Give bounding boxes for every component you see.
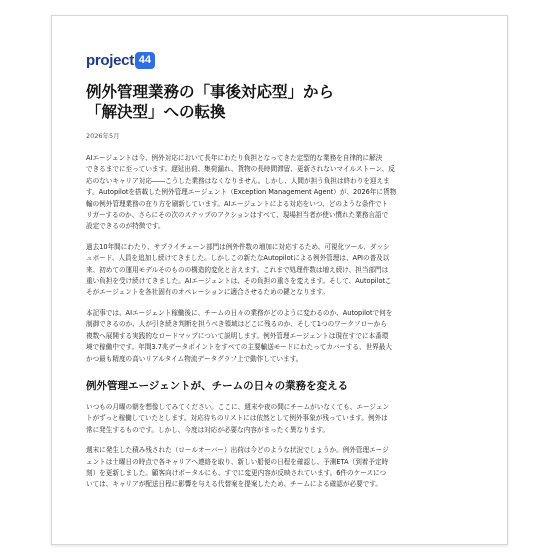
text-line: できるまでに至っています。遅延出荷、集荷漏れ、貨物の長時間滞留、更新されないマイルストーン、反 — [86, 165, 395, 174]
title-line: 「解決型」への転換 — [86, 103, 226, 121]
text-line: かつ最も精度の高いリアルタイム物流データグラフ上で動作しています。 — [86, 354, 303, 363]
text-line: 本記事では、AIエージェント稼働後に、チームの日々の業務がどのように変わるのか、Autopilotで何を — [86, 308, 393, 317]
text-line: 境で稼働中です。年間3.7兆データポイントをすべての主要輸送モードにわたってカバーする、世界最大 — [86, 343, 392, 352]
text-line: いつもの月曜の朝を想像してみてください。ここに、週末や夜の間にチームがいなくても、エージェン — [86, 402, 390, 411]
body-paragraph — [86, 242, 476, 299]
document-page — [51, 15, 508, 545]
document-title — [86, 82, 476, 122]
logo-wordmark: project — [86, 51, 134, 69]
text-line: す。Autopilotを搭載した例外管理エージェント（Exception Management Agent）が、2026年に貨物 — [86, 188, 397, 197]
text-line: 制御できるのか、人が引き続き判断を担うべき領域はどこに残るのか、そして1つのワークフローから — [86, 320, 387, 329]
text-line: 設定できるのが特徴です。 — [86, 222, 165, 231]
text-line: いては、キャリアが配送日程に影響を与える代替案を提案したため、チームによる確認が必要です。 — [86, 480, 382, 489]
section-paragraph — [86, 402, 476, 436]
section-heading: 例外管理エージェントが、チームの日々の業務を変える — [86, 379, 349, 392]
document-content — [86, 50, 476, 491]
text-line: 複数へ展開する実践的なロードマップについて説明します。例外管理エージェントは現在すでに本番環 — [86, 331, 389, 340]
text-line: 常に発生するものです。しかし、今度は対応が必要な内容がまったく異なります。 — [86, 425, 329, 434]
text-line: ュボード、人員を追加し続けてきました。しかしこの新たなAutopilotによる例外管理は、APIの普及以 — [86, 254, 390, 263]
text-line: トがずっと稼働していたとします。対応待ちのリストには依然として例外事象が残っています。例外は — [86, 414, 388, 423]
text-line: ェントは土曜日の時点で各キャリアへ連絡を取り、新しい船便の日程を確認し、予測ETA（到着予定時 — [86, 457, 389, 466]
project44-logo — [86, 50, 476, 70]
section-paragraph — [86, 445, 476, 491]
body-paragraph — [86, 308, 476, 365]
text-line: そがエージェントを各社固有のオペレーションに適合させるための鍵となります。 — [86, 288, 329, 297]
publication-date: 2026年5月 — [86, 132, 120, 140]
text-line: 週末に発生した積み残された（ロールオーバー）出荷は今どのような状況でしょうか。例外管理エージ — [86, 446, 389, 455]
text-line: 刻）を更新しました。顧客向けポータルにも、すでに変更内容が反映されています。6件のケースにつ — [86, 468, 387, 477]
text-line: AIエージェントは今、例外対応において長年にわたり負担となってきた定型的な業務を自律的に解決 — [86, 154, 383, 162]
text-line: 輸の例外管理業務の在り方を刷新しています。AIエージェントによる対応をいつ、どのような条件でト — [86, 199, 388, 208]
text-line: 重い負担を受け続けてきました。AIエージェントは、その負担の重さを変えます。そして、Autopilotこ — [86, 277, 392, 286]
text-line: 応のないキャリア対応――こうした業務はなくなりません。しかし、人間が担う負担は終わりを迎えま — [86, 176, 390, 185]
logo-badge-44: 44 — [135, 52, 155, 69]
text-line: 過去10年間にわたり、サプライチェーン部門は例外件数の増加に対応するため、可視化ツール、ダッシ — [86, 242, 390, 251]
intro-paragraph — [86, 153, 476, 233]
text-line: 来、初めての運用モデルそのものの構造的変化と言えます。これまで処理件数は増え続け、担当部門は — [86, 265, 389, 274]
text-line: リガーするのか、さらにその次のステップのアクションはすべて、現場担当者が使い慣れた業務言語で — [86, 211, 389, 220]
title-line: 例外管理業務の「事後対応型」から — [86, 83, 335, 101]
